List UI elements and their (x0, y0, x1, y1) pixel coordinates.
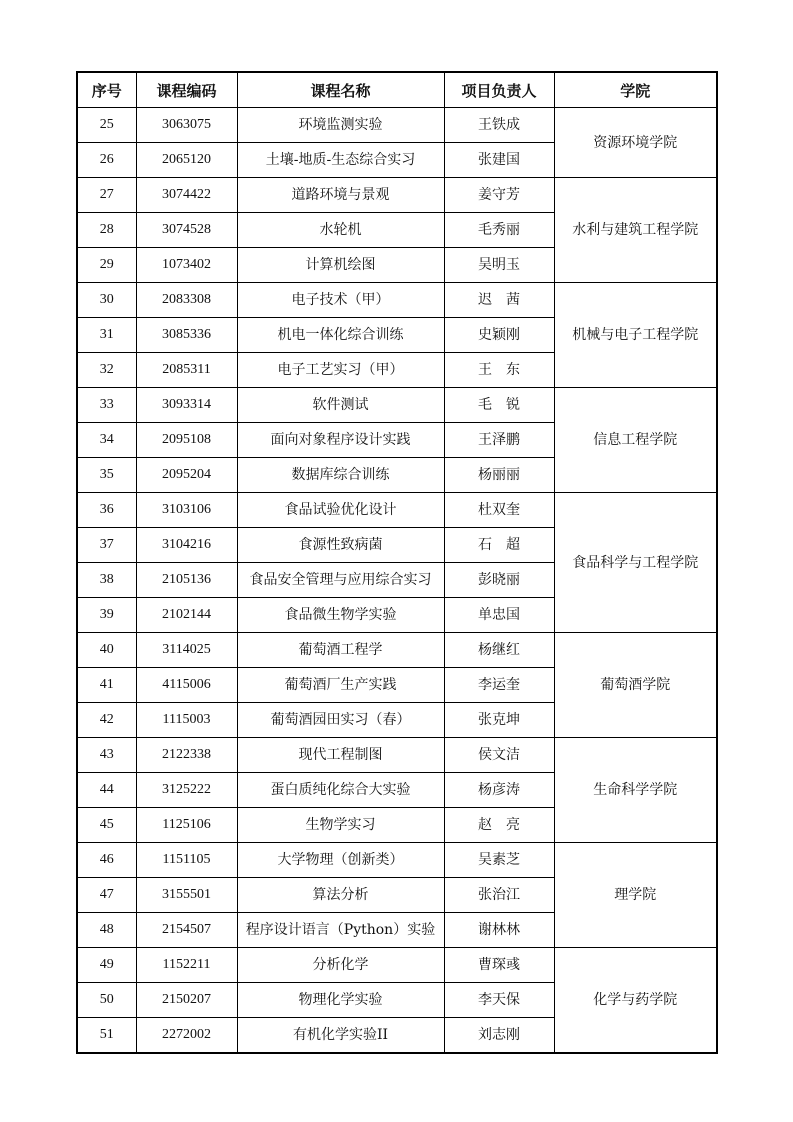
row-number-cell: 32 (77, 353, 136, 388)
college-cell: 理学院 (554, 843, 717, 948)
course-name-cell: 食源性致病菌 (237, 528, 444, 563)
project-lead-cell: 毛 锐 (444, 388, 554, 423)
row-number-cell: 41 (77, 668, 136, 703)
row-number-cell: 27 (77, 178, 136, 213)
project-lead-cell: 张治江 (444, 878, 554, 913)
project-lead-cell: 王铁成 (444, 108, 554, 143)
header-course-name: 课程名称 (237, 72, 444, 108)
row-number-cell: 31 (77, 318, 136, 353)
project-lead-cell: 谢林林 (444, 913, 554, 948)
course-code-cell: 1151105 (136, 843, 237, 878)
course-name-cell: 食品试验优化设计 (237, 493, 444, 528)
course-code-cell: 3114025 (136, 633, 237, 668)
course-name-cell: 计算机绘图 (237, 248, 444, 283)
row-number-cell: 29 (77, 248, 136, 283)
course-code-cell: 2085311 (136, 353, 237, 388)
project-lead-cell: 王泽鹏 (444, 423, 554, 458)
table-row (77, 738, 717, 773)
course-code-cell: 1115003 (136, 703, 237, 738)
project-lead-cell: 石 超 (444, 528, 554, 563)
row-number-cell: 30 (77, 283, 136, 318)
header-project-lead: 项目负责人 (444, 72, 554, 108)
project-lead-cell: 吴明玉 (444, 248, 554, 283)
course-code-cell: 3155501 (136, 878, 237, 913)
course-name-cell: 环境监测实验 (237, 108, 444, 143)
project-lead-cell: 王 东 (444, 353, 554, 388)
course-name-cell: 机电一体化综合训练 (237, 318, 444, 353)
table-header-row (77, 72, 717, 108)
table-row (77, 283, 717, 318)
row-number-cell: 42 (77, 703, 136, 738)
course-code-cell: 2083308 (136, 283, 237, 318)
header-college: 学院 (554, 72, 717, 108)
course-code-cell: 3103106 (136, 493, 237, 528)
project-lead-cell: 赵 亮 (444, 808, 554, 843)
course-code-cell: 3074528 (136, 213, 237, 248)
project-lead-cell: 杨彦涛 (444, 773, 554, 808)
college-cell: 生命科学学院 (554, 738, 717, 843)
table-row (77, 108, 717, 143)
course-code-cell: 1152211 (136, 948, 237, 983)
project-lead-cell: 曹琛彧 (444, 948, 554, 983)
course-name-cell: 葡萄酒工程学 (237, 633, 444, 668)
college-cell: 食品科学与工程学院 (554, 493, 717, 633)
course-code-cell: 3093314 (136, 388, 237, 423)
row-number-cell: 38 (77, 563, 136, 598)
course-code-cell: 3085336 (136, 318, 237, 353)
project-lead-cell: 李运奎 (444, 668, 554, 703)
table-row (77, 843, 717, 878)
project-lead-cell: 李天保 (444, 983, 554, 1018)
row-number-cell: 48 (77, 913, 136, 948)
course-name-cell: 面向对象程序设计实践 (237, 423, 444, 458)
college-cell: 化学与药学院 (554, 948, 717, 1054)
course-name-cell: 分析化学 (237, 948, 444, 983)
project-lead-cell: 彭晓丽 (444, 563, 554, 598)
course-name-cell: 物理化学实验 (237, 983, 444, 1018)
project-lead-cell: 吴素芝 (444, 843, 554, 878)
row-number-cell: 50 (77, 983, 136, 1018)
table-row (77, 633, 717, 668)
table-row (77, 178, 717, 213)
college-cell: 资源环境学院 (554, 108, 717, 178)
table-row (77, 948, 717, 983)
project-lead-cell: 毛秀丽 (444, 213, 554, 248)
course-code-cell: 2105136 (136, 563, 237, 598)
course-code-cell: 3104216 (136, 528, 237, 563)
course-name-cell: 电子工艺实习（甲） (237, 353, 444, 388)
project-lead-cell: 单忠国 (444, 598, 554, 633)
course-name-cell: 程序设计语言（Python）实验 (237, 913, 444, 948)
course-code-cell: 4115006 (136, 668, 237, 703)
row-number-cell: 35 (77, 458, 136, 493)
course-name-cell: 有机化学实验II (237, 1018, 444, 1054)
project-lead-cell: 杨丽丽 (444, 458, 554, 493)
course-name-cell: 大学物理（创新类） (237, 843, 444, 878)
row-number-cell: 51 (77, 1018, 136, 1054)
row-number-cell: 43 (77, 738, 136, 773)
row-number-cell: 44 (77, 773, 136, 808)
course-name-cell: 算法分析 (237, 878, 444, 913)
course-code-cell: 3125222 (136, 773, 237, 808)
course-name-cell: 生物学实习 (237, 808, 444, 843)
course-name-cell: 土壤-地质-生态综合实习 (237, 143, 444, 178)
course-code-cell: 2150207 (136, 983, 237, 1018)
row-number-cell: 34 (77, 423, 136, 458)
row-number-cell: 40 (77, 633, 136, 668)
table-row (77, 388, 717, 423)
course-table (76, 71, 718, 1054)
college-cell: 水利与建筑工程学院 (554, 178, 717, 283)
course-code-cell: 1125106 (136, 808, 237, 843)
course-name-cell: 现代工程制图 (237, 738, 444, 773)
row-number-cell: 39 (77, 598, 136, 633)
project-lead-cell: 迟 茜 (444, 283, 554, 318)
row-number-cell: 46 (77, 843, 136, 878)
course-name-cell: 食品微生物学实验 (237, 598, 444, 633)
project-lead-cell: 张克坤 (444, 703, 554, 738)
project-lead-cell: 刘志刚 (444, 1018, 554, 1054)
row-number-cell: 26 (77, 143, 136, 178)
row-number-cell: 25 (77, 108, 136, 143)
course-name-cell: 数据库综合训练 (237, 458, 444, 493)
project-lead-cell: 史颖刚 (444, 318, 554, 353)
row-number-cell: 45 (77, 808, 136, 843)
college-cell: 信息工程学院 (554, 388, 717, 493)
row-number-cell: 28 (77, 213, 136, 248)
course-code-cell: 2095204 (136, 458, 237, 493)
row-number-cell: 36 (77, 493, 136, 528)
course-code-cell: 1073402 (136, 248, 237, 283)
course-code-cell: 2102144 (136, 598, 237, 633)
course-code-cell: 3063075 (136, 108, 237, 143)
course-name-cell: 电子技术（甲） (237, 283, 444, 318)
course-name-cell: 葡萄酒园田实习（春） (237, 703, 444, 738)
course-code-cell: 2272002 (136, 1018, 237, 1054)
course-name-cell: 葡萄酒厂生产实践 (237, 668, 444, 703)
college-cell: 机械与电子工程学院 (554, 283, 717, 388)
course-name-cell: 道路环境与景观 (237, 178, 444, 213)
project-lead-cell: 杨继红 (444, 633, 554, 668)
project-lead-cell: 侯文洁 (444, 738, 554, 773)
course-name-cell: 食品安全管理与应用综合实习 (237, 563, 444, 598)
table-row (77, 493, 717, 528)
course-name-cell: 蛋白质纯化综合大实验 (237, 773, 444, 808)
table-body (77, 108, 717, 1054)
course-code-cell: 2095108 (136, 423, 237, 458)
row-number-cell: 47 (77, 878, 136, 913)
row-number-cell: 33 (77, 388, 136, 423)
project-lead-cell: 张建国 (444, 143, 554, 178)
college-cell: 葡萄酒学院 (554, 633, 717, 738)
project-lead-cell: 杜双奎 (444, 493, 554, 528)
course-code-cell: 2122338 (136, 738, 237, 773)
course-name-cell: 软件测试 (237, 388, 444, 423)
project-lead-cell: 姜守芳 (444, 178, 554, 213)
header-course-code: 课程编码 (136, 72, 237, 108)
row-number-cell: 49 (77, 948, 136, 983)
course-code-cell: 2154507 (136, 913, 237, 948)
row-number-cell: 37 (77, 528, 136, 563)
course-code-cell: 2065120 (136, 143, 237, 178)
course-code-cell: 3074422 (136, 178, 237, 213)
header-number: 序号 (77, 72, 136, 108)
course-name-cell: 水轮机 (237, 213, 444, 248)
